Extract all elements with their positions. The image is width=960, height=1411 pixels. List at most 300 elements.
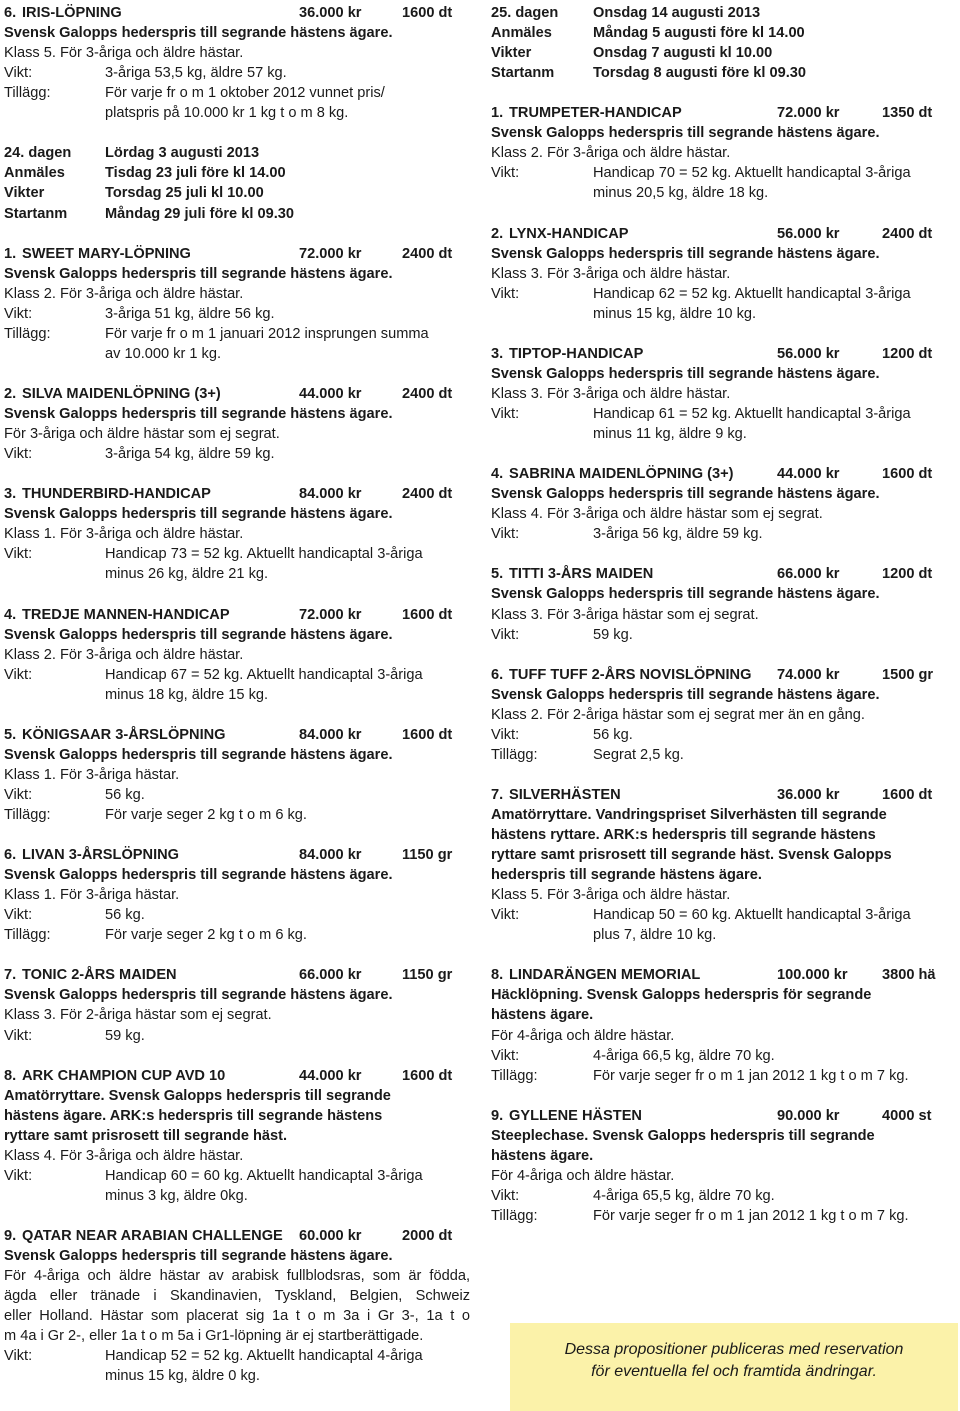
- condition-value: minus 18 kg, äldre 15 kg.: [105, 687, 269, 703]
- race-line: [4, 284, 470, 304]
- race-line: [491, 524, 953, 544]
- race-line: [491, 605, 953, 625]
- race-distance: 2000 dt: [402, 1228, 453, 1244]
- race-prize-text: Svensk Galopps hederspris till segrande hästens ägare.: [4, 627, 393, 643]
- condition-label: Vikt:: [4, 1168, 33, 1184]
- race-line: [491, 725, 953, 745]
- day-number: 24. dagen: [4, 145, 72, 161]
- condition-label: Vikt:: [4, 446, 33, 462]
- condition-label: Vikt:: [491, 1188, 520, 1204]
- race-line: [4, 645, 470, 665]
- race-prize: 44.000 kr: [299, 1068, 362, 1084]
- race-prize: 60.000 kr: [299, 1228, 362, 1244]
- race-line: [4, 1246, 470, 1266]
- race-line: [491, 1206, 953, 1226]
- condition-label: Vikt:: [4, 1348, 33, 1364]
- race-header: [491, 344, 953, 364]
- condition-value: 3-åriga 54 kg, äldre 59 kg.: [105, 446, 275, 462]
- race-header: [491, 785, 953, 805]
- race-prize-text: Svensk Galopps hederspris till segrande hästens ägare.: [491, 366, 880, 382]
- race-distance: 1200 dt: [882, 566, 933, 582]
- condition-label: Vikt:: [4, 546, 33, 562]
- race-line: [491, 1046, 953, 1066]
- condition-label: Vikt:: [4, 306, 33, 322]
- race-prize-text: hästens ryttare. ARK:s hederspris till segrande hästens: [491, 827, 876, 843]
- race-prize-text: hästens ägare.: [491, 1007, 594, 1023]
- race-text: Klass 1. För 3-åriga hästar.: [4, 767, 180, 783]
- race-text: Klass 2. För 2-åriga hästar som ej segrat mer än en gång.: [491, 707, 865, 723]
- race-line: [491, 404, 953, 424]
- race-header: [491, 103, 953, 123]
- notice-line-1: Dessa propositioner publiceras med reservation: [564, 1341, 904, 1358]
- race-prize-text: Svensk Galopps hederspris till segrande hästens ägare.: [4, 987, 393, 1003]
- condition-label: Vikt:: [491, 627, 520, 643]
- condition-label: Vikt:: [491, 727, 520, 743]
- condition-label: Vikt:: [4, 667, 33, 683]
- condition-label: Tillägg:: [4, 85, 51, 101]
- race-line: [4, 1366, 470, 1386]
- race-line: [4, 83, 470, 103]
- race-line: [491, 364, 953, 384]
- race-prize: 44.000 kr: [299, 386, 362, 402]
- race-number: 7.: [4, 967, 17, 983]
- race-line: [4, 1286, 470, 1306]
- race-prize: 36.000 kr: [299, 5, 362, 21]
- race-distance: 1600 dt: [402, 1068, 453, 1084]
- race-prize-text: Svensk Galopps hederspris till segrande hästens ägare.: [4, 867, 393, 883]
- race-line: [4, 1126, 470, 1146]
- race-line: [4, 1346, 470, 1366]
- day-deadline-row: [4, 183, 470, 203]
- condition-value: 56 kg.: [593, 727, 633, 743]
- day-header: [491, 3, 953, 23]
- race-text: Klass 2. För 3-åriga och äldre hästar.: [4, 286, 244, 302]
- race-line: [491, 845, 953, 865]
- race-header: [4, 3, 470, 23]
- condition-value: 3-åriga 53,5 kg, äldre 57 kg.: [105, 65, 287, 81]
- race-name: TREDJE MANNEN-HANDICAP: [22, 607, 230, 623]
- condition-label: Tillägg:: [4, 326, 51, 342]
- race-prize: 100.000 kr: [777, 967, 848, 983]
- condition-value: Handicap 50 = 60 kg. Aktuellt handicaptal 3-åriga: [593, 907, 911, 923]
- race-line: [491, 625, 953, 645]
- race-line: [4, 564, 470, 584]
- condition-value: Handicap 70 = 52 kg. Aktuellt handicaptal 3-åriga: [593, 165, 911, 181]
- race-number: 7.: [491, 787, 504, 803]
- race-text: Klass 4. För 3-åriga och äldre hästar.: [4, 1148, 244, 1164]
- day-date: Onsdag 14 augusti 2013: [593, 5, 761, 21]
- race-text: Klass 3. För 3-åriga och äldre hästar.: [491, 386, 731, 402]
- race-line: [4, 805, 470, 825]
- race-name: IRIS-LÖPNING: [22, 5, 122, 21]
- race-text: Klass 2. För 3-åriga och äldre hästar.: [4, 647, 244, 663]
- race-prize: 84.000 kr: [299, 847, 362, 863]
- race-line: [491, 885, 953, 905]
- condition-value: För varje fr o m 1 januari 2012 insprungen summa: [105, 326, 429, 342]
- race-prize-text: ryttare samt prisrosett till segrande häst.: [4, 1128, 288, 1144]
- race-distance: 1350 dt: [882, 105, 933, 121]
- race-name: LINDARÄNGEN MEMORIAL: [509, 967, 701, 983]
- race-prize-text: hästens ägare.: [491, 1148, 594, 1164]
- race-line: [491, 384, 953, 404]
- race-header: [491, 224, 953, 244]
- condition-value: 4-åriga 66,5 kg, äldre 70 kg.: [593, 1048, 775, 1064]
- race-line: [491, 825, 953, 845]
- race-text: Klass 3. För 2-åriga hästar som ej segrat.: [4, 1007, 272, 1023]
- condition-value: Handicap 62 = 52 kg. Aktuellt handicaptal 3-åriga: [593, 286, 911, 302]
- race-number: 6.: [4, 847, 17, 863]
- race-distance: 2400 dt: [402, 386, 453, 402]
- race-name: THUNDERBIRD-HANDICAP: [22, 486, 211, 502]
- race-line: [4, 905, 470, 925]
- deadline-label: Startanm: [491, 65, 555, 81]
- race-number: 2.: [491, 226, 504, 242]
- race-line: [491, 1005, 953, 1025]
- condition-label: Vikt:: [4, 787, 33, 803]
- condition-value: 3-åriga 56 kg, äldre 59 kg.: [593, 526, 763, 542]
- condition-value: För varje seger 2 kg t o m 6 kg.: [105, 927, 307, 943]
- race-header: [4, 845, 470, 865]
- day-deadline-row: [491, 63, 953, 83]
- race-text: Klass 4. För 3-åriga och äldre hästar som ej segrat.: [491, 506, 823, 522]
- race-line: [491, 1026, 953, 1046]
- deadline-value: Tisdag 23 juli före kl 14.00: [105, 165, 286, 181]
- race-number: 2.: [4, 386, 17, 402]
- race-number: 4.: [491, 466, 504, 482]
- race-prize: 36.000 kr: [777, 787, 840, 803]
- day-header: [4, 143, 470, 163]
- race-distance: 2400 dt: [402, 246, 453, 262]
- race-line: [4, 625, 470, 645]
- race-line: [4, 23, 470, 43]
- race-line: [4, 504, 470, 524]
- day-deadline-row: [491, 23, 953, 43]
- race-prize: 72.000 kr: [299, 246, 362, 262]
- condition-value: Handicap 61 = 52 kg. Aktuellt handicaptal 3-åriga: [593, 406, 911, 422]
- race-prize-text: hederspris till segrande hästens ägare.: [491, 867, 762, 883]
- condition-value: av 10.000 kr 1 kg.: [105, 346, 222, 362]
- race-line: [4, 985, 470, 1005]
- condition-label: Vikt:: [491, 1048, 520, 1064]
- race-line: [4, 685, 470, 705]
- race-text: m 4a i Gr 2-, eller 1a t o m 5a i Gr1-löpning är ej startberättigade.: [4, 1328, 424, 1344]
- race-prize: 66.000 kr: [299, 967, 362, 983]
- condition-value: 59 kg.: [105, 1028, 145, 1044]
- race-prize-text: Amatörryttare. Vandringspriset Silverhästen till segrande: [491, 807, 887, 823]
- race-line: [491, 685, 953, 705]
- race-distance: 1600 dt: [882, 466, 933, 482]
- condition-value: För varje seger fr o m 1 jan 2012 1 kg t o m 7 kg.: [593, 1068, 909, 1084]
- race-name: TIPTOP-HANDICAP: [509, 346, 644, 362]
- day-deadline-row: [4, 204, 470, 224]
- race-line: [4, 103, 470, 123]
- race-text: Klass 3. För 3-åriga hästar som ej segrat.: [491, 607, 759, 623]
- condition-value: minus 20,5 kg, äldre 18 kg.: [593, 185, 769, 201]
- race-text: För 4-åriga och äldre hästar.: [491, 1168, 675, 1184]
- condition-label: Vikt:: [491, 286, 520, 302]
- deadline-label: Anmäles: [491, 25, 552, 41]
- condition-label: Vikt:: [4, 907, 33, 923]
- race-prize: 72.000 kr: [299, 607, 362, 623]
- race-number: 6.: [4, 5, 17, 21]
- race-text: Klass 1. För 3-åriga och äldre hästar.: [4, 526, 244, 542]
- condition-value: Handicap 73 = 52 kg. Aktuellt handicaptal 3-åriga: [105, 546, 423, 562]
- condition-label: Vikt:: [491, 907, 520, 923]
- race-prize-text: Häcklöpning. Svensk Galopps hederspris för segrande: [491, 987, 872, 1003]
- race-prize: 56.000 kr: [777, 226, 840, 242]
- condition-value: minus 11 kg, äldre 9 kg.: [593, 426, 747, 442]
- race-line: [491, 925, 953, 945]
- race-line: [491, 1186, 953, 1206]
- race-line: [491, 264, 953, 284]
- race-line: [4, 1166, 470, 1186]
- race-line: [491, 143, 953, 163]
- condition-value: För varje seger 2 kg t o m 6 kg.: [105, 807, 307, 823]
- race-prize: 72.000 kr: [777, 105, 840, 121]
- race-distance: 1500 gr: [882, 667, 934, 683]
- race-line: [4, 785, 470, 805]
- deadline-label: Vikter: [491, 45, 532, 61]
- race-prize-text: Steeplechase. Svensk Galopps hederspris till segrande: [491, 1128, 875, 1144]
- race-line: [4, 865, 470, 885]
- condition-value: Segrat 2,5 kg.: [593, 747, 684, 763]
- race-line: [4, 745, 470, 765]
- reservation-notice: [510, 1323, 958, 1411]
- race-header: [491, 564, 953, 584]
- race-prize: 90.000 kr: [777, 1108, 840, 1124]
- race-line: [491, 284, 953, 304]
- condition-value: Handicap 67 = 52 kg. Aktuellt handicaptal 3-åriga: [105, 667, 423, 683]
- race-line: [491, 705, 953, 725]
- notice-line-2: för eventuella fel och framtida ändringar.: [591, 1363, 877, 1380]
- race-prize: 56.000 kr: [777, 346, 840, 362]
- race-line: [4, 1326, 470, 1346]
- race-prize-text: Amatörryttare. Svensk Galopps hederspris till segrande: [4, 1088, 391, 1104]
- race-text: För 4-åriga och äldre hästar.: [491, 1028, 675, 1044]
- race-number: 1.: [4, 246, 17, 262]
- race-header: [4, 484, 470, 504]
- race-name: GYLLENE HÄSTEN: [509, 1108, 642, 1124]
- race-line: [491, 745, 953, 765]
- race-prize-text: Svensk Galopps hederspris till segrande hästens ägare.: [491, 687, 880, 703]
- race-number: 8.: [4, 1068, 17, 1084]
- condition-label: Vikt:: [491, 165, 520, 181]
- race-distance: 1600 dt: [882, 787, 933, 803]
- race-prize-text: Svensk Galopps hederspris till segrande hästens ägare.: [491, 486, 880, 502]
- condition-label: Vikt:: [491, 406, 520, 422]
- race-distance: 2400 dt: [882, 226, 933, 242]
- condition-value: minus 15 kg, äldre 0 kg.: [105, 1368, 260, 1384]
- race-number: 5.: [491, 566, 504, 582]
- race-line: [4, 1005, 470, 1025]
- race-name: TONIC 2-ÅRS MAIDEN: [22, 967, 177, 983]
- deadline-value: Måndag 5 augusti före kl 14.00: [593, 25, 805, 41]
- condition-value: 56 kg.: [105, 907, 145, 923]
- race-header: [4, 244, 470, 264]
- race-number: 4.: [4, 607, 17, 623]
- race-line: [4, 424, 470, 444]
- race-distance: 1150 gr: [402, 967, 453, 983]
- race-text: För 3-åriga och äldre hästar som ej segrat.: [4, 426, 280, 442]
- race-distance: 3800 hä: [882, 967, 936, 983]
- race-line: [4, 1146, 470, 1166]
- day-deadline-row: [4, 163, 470, 183]
- deadline-label: Startanm: [4, 206, 68, 222]
- race-name: SILVA MAIDENLÖPNING (3+): [22, 386, 221, 402]
- race-name: QATAR NEAR ARABIAN CHALLENGE: [22, 1228, 283, 1244]
- race-distance: 1150 gr: [402, 847, 453, 863]
- race-line: [4, 925, 470, 945]
- condition-label: Tillägg:: [491, 1068, 538, 1084]
- race-prize-text: Svensk Galopps hederspris till segrande hästens ägare.: [4, 1248, 393, 1264]
- race-line: [4, 324, 470, 344]
- race-header: [491, 1106, 953, 1126]
- race-prize: 84.000 kr: [299, 727, 362, 743]
- race-line: [4, 1186, 470, 1206]
- race-header: [4, 1226, 470, 1246]
- deadline-value: Torsdag 8 augusti före kl 09.30: [593, 65, 807, 81]
- deadline-label: Vikter: [4, 185, 45, 201]
- race-line: [4, 544, 470, 564]
- race-line: [4, 1266, 470, 1286]
- race-line: [491, 805, 953, 825]
- race-line: [491, 424, 953, 444]
- race-line: [4, 264, 470, 284]
- race-number: 3.: [4, 486, 17, 502]
- race-distance: 2400 dt: [402, 486, 453, 502]
- condition-value: minus 26 kg, äldre 21 kg.: [105, 566, 269, 582]
- race-name: LIVAN 3-ÅRSLÖPNING: [22, 847, 180, 863]
- race-prize: 44.000 kr: [777, 466, 840, 482]
- condition-value: minus 3 kg, äldre 0kg.: [105, 1188, 248, 1204]
- race-line: [4, 344, 470, 364]
- condition-label: Tillägg:: [491, 747, 538, 763]
- condition-value: 3-åriga 51 kg, äldre 56 kg.: [105, 306, 275, 322]
- race-text: För 4-åriga och äldre hästar av arabisk fullblodsras, som är födda,: [4, 1268, 470, 1284]
- race-number: 8.: [491, 967, 504, 983]
- race-number: 9.: [4, 1228, 17, 1244]
- race-number: 9.: [491, 1108, 504, 1124]
- race-prize-text: Svensk Galopps hederspris till segrande hästens ägare.: [4, 406, 393, 422]
- race-header: [4, 725, 470, 745]
- deadline-value: Torsdag 25 juli kl 10.00: [105, 185, 264, 201]
- race-line: [491, 504, 953, 524]
- condition-label: Tillägg:: [4, 927, 51, 943]
- race-distance: 1200 dt: [882, 346, 933, 362]
- condition-label: Vikt:: [491, 526, 520, 542]
- day-date: Lördag 3 augusti 2013: [105, 145, 260, 161]
- race-text: ägda eller tränade i Skandinavien, Tyskland, Belgien, Schweiz: [4, 1288, 470, 1304]
- condition-value: 59 kg.: [593, 627, 633, 643]
- race-prize-text: Svensk Galopps hederspris till segrande hästens ägare.: [491, 125, 880, 141]
- race-name: TRUMPETER-HANDICAP: [509, 105, 682, 121]
- race-line: [491, 985, 953, 1005]
- race-header: [4, 965, 470, 985]
- condition-label: Vikt:: [4, 1028, 33, 1044]
- race-line: [4, 444, 470, 464]
- race-line: [491, 865, 953, 885]
- race-prize-text: Svensk Galopps hederspris till segrande hästens ägare.: [4, 506, 393, 522]
- race-distance: 1600 dt: [402, 607, 453, 623]
- race-line: [4, 665, 470, 685]
- race-line: [4, 1106, 470, 1126]
- race-text: Klass 5. För 3-åriga och äldre hästar.: [491, 887, 731, 903]
- race-line: [491, 905, 953, 925]
- race-text: Klass 1. För 3-åriga hästar.: [4, 887, 180, 903]
- race-name: TITTI 3-ÅRS MAIDEN: [509, 566, 654, 582]
- race-line: [491, 1146, 953, 1166]
- race-line: [491, 244, 953, 264]
- race-line: [491, 163, 953, 183]
- race-name: SABRINA MAIDENLÖPNING (3+): [509, 466, 734, 482]
- deadline-label: Anmäles: [4, 165, 65, 181]
- race-line: [4, 1026, 470, 1046]
- condition-value: Handicap 52 = 52 kg. Aktuellt handicaptal 4-åriga: [105, 1348, 423, 1364]
- condition-value: platspris på 10.000 kr 1 kg t o m 8 kg.: [105, 105, 349, 121]
- race-name: KÖNIGSAAR 3-ÅRSLÖPNING: [22, 727, 226, 743]
- race-line: [491, 1066, 953, 1086]
- race-prize-text: hästens ägare. ARK:s hederspris till segrande hästens: [4, 1108, 383, 1124]
- race-prize-text: Svensk Galopps hederspris till segrande hästens ägare.: [4, 266, 393, 282]
- race-line: [4, 524, 470, 544]
- condition-value: minus 15 kg, äldre 10 kg.: [593, 306, 757, 322]
- condition-value: För varje fr o m 1 oktober 2012 vunnet pris/: [105, 85, 385, 101]
- race-line: [4, 63, 470, 83]
- race-prize: 84.000 kr: [299, 486, 362, 502]
- race-prize-text: ryttare samt prisrosett till segrande häst. Svensk Galopps: [491, 847, 892, 863]
- race-line: [4, 765, 470, 785]
- race-header: [4, 605, 470, 625]
- race-distance: 1600 dt: [402, 727, 453, 743]
- race-line: [491, 1166, 953, 1186]
- race-name: LYNX-HANDICAP: [509, 226, 629, 242]
- condition-value: 56 kg.: [105, 787, 145, 803]
- condition-value: 4-åriga 65,5 kg, äldre 70 kg.: [593, 1188, 775, 1204]
- race-prize-text: Svensk Galopps hederspris till segrande hästens ägare.: [4, 747, 393, 763]
- race-name: SILVERHÄSTEN: [509, 787, 621, 803]
- race-number: 6.: [491, 667, 504, 683]
- race-line: [491, 484, 953, 504]
- race-name: SWEET MARY-LÖPNING: [22, 246, 191, 262]
- race-line: [4, 1306, 470, 1326]
- race-number: 1.: [491, 105, 504, 121]
- race-line: [4, 1086, 470, 1106]
- race-prize-text: Svensk Galopps hederspris till segrande hästens ägare.: [491, 246, 880, 262]
- race-name: TUFF TUFF 2-ÅRS NOVISLÖPNING: [509, 667, 752, 683]
- condition-value: Handicap 60 = 60 kg. Aktuellt handicaptal 3-åriga: [105, 1168, 423, 1184]
- race-line: [4, 885, 470, 905]
- race-header: [491, 965, 953, 985]
- race-distance: 4000 st: [882, 1108, 932, 1124]
- race-header: [491, 665, 953, 685]
- day-number: 25. dagen: [491, 5, 559, 21]
- race-header: [4, 1066, 470, 1086]
- race-name: ARK CHAMPION CUP AVD 10: [22, 1068, 226, 1084]
- race-number: 5.: [4, 727, 17, 743]
- race-line: [4, 43, 470, 63]
- condition-value: För varje seger fr o m 1 jan 2012 1 kg t o m 7 kg.: [593, 1208, 909, 1224]
- race-header: [491, 464, 953, 484]
- deadline-value: Måndag 29 juli före kl 09.30: [105, 206, 294, 222]
- condition-value: plus 7, äldre 10 kg.: [593, 927, 717, 943]
- race-text: Klass 3. För 3-åriga och äldre hästar.: [491, 266, 731, 282]
- condition-label: Tillägg:: [4, 807, 51, 823]
- race-line: [491, 584, 953, 604]
- race-prize: 66.000 kr: [777, 566, 840, 582]
- condition-label: Vikt:: [4, 65, 33, 81]
- race-line: [491, 183, 953, 203]
- condition-label: Tillägg:: [491, 1208, 538, 1224]
